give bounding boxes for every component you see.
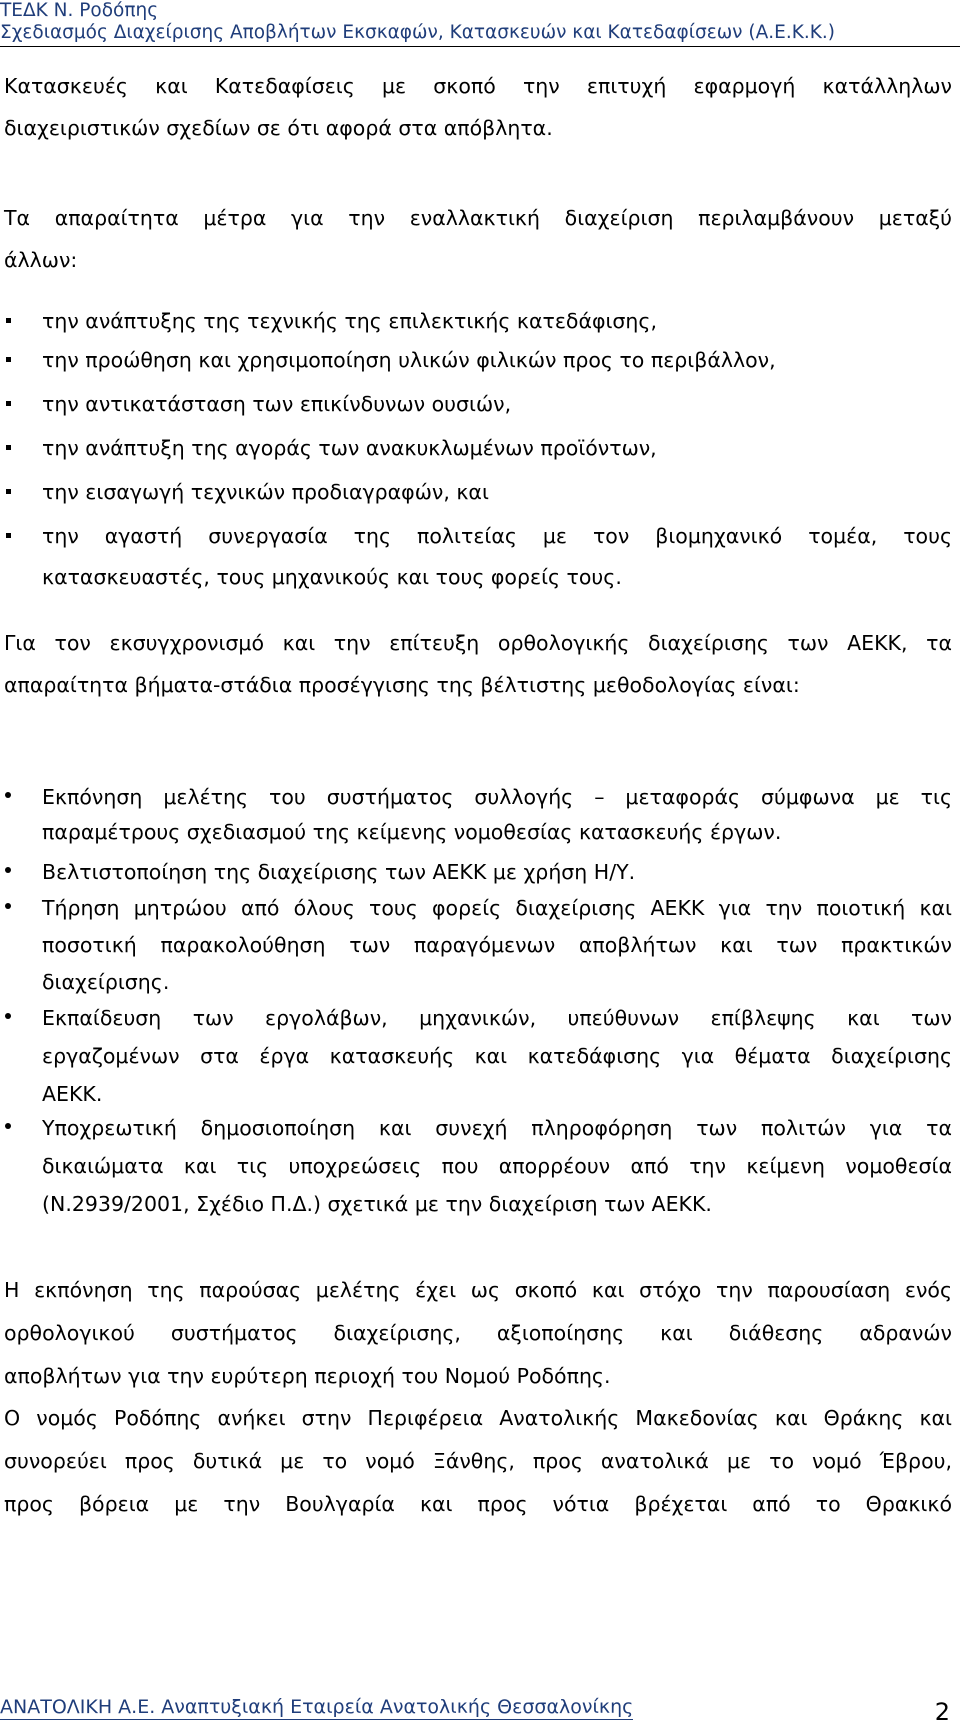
list-item-text-line1: την αγαστή συνεργασία της πολιτείας με τον βιομηχανικό τομέα, τους: [42, 524, 952, 548]
list-item-text-line1: Τήρηση μητρώου από όλους τους φορείς διαχείρισης ΑΕΚΚ για την ποιοτική και: [42, 896, 952, 920]
list-item-text-line2: εργαζομένων στα έργα κατασκευής και κατεδάφισης για θέματα διαχείρισης: [42, 1044, 952, 1068]
list-item-text: την αντικατάσταση των επικίνδυνων ουσιών,: [42, 392, 512, 416]
footer-company: ΑΝΑΤΟΛΙΚΗ Α.Ε. Αναπτυξιακή Εταιρεία Ανατολικής Θεσσαλονίκης: [0, 1696, 634, 1718]
square-bullet-icon: [6, 318, 11, 323]
para4-line1: Η εκπόνηση της παρούσας μελέτης έχει ως σκοπό και στόχο την παρουσίαση ενός: [4, 1278, 952, 1302]
list-item-text: την εισαγωγή τεχνικών προδιαγραφών, και: [42, 480, 489, 504]
list-item-text-line2: ποσοτική παρακολούθηση των παραγόμενων αποβλήτων και των πρακτικών: [42, 933, 952, 957]
list-item-text-line1: Βελτιστοποίηση της διαχείρισης των ΑΕΚΚ με χρήση Η/Υ.: [42, 860, 636, 884]
list-item-text-line2: κατασκευαστές, τους μηχανικούς και τους φορείς τους.: [42, 565, 622, 589]
para3-line2: απαραίτητα βήματα-στάδια προσέγγισης της βέλτιστης μεθοδολογίας είναι:: [4, 673, 800, 697]
square-bullet-icon: [6, 489, 11, 494]
para2-line1: Τα απαραίτητα μέτρα για την εναλλακτική διαχείριση περιλαμβάνουν μεταξύ: [4, 206, 952, 230]
list-item-text-line1: Υποχρεωτική δημοσιοποίηση και συνεχή πληροφόρηση των πολιτών για τα: [42, 1116, 952, 1140]
list-item-text-line3: ΑΕΚΚ.: [42, 1082, 103, 1106]
page-footer: [0, 1690, 960, 1727]
round-bullet-icon: [5, 792, 11, 798]
round-bullet-icon: [5, 1013, 11, 1019]
para3-line1: Για τον εκσυγχρονισμό και την επίτευξη ορθολογικής διαχείρισης των ΑΕΚΚ, τα: [4, 631, 952, 655]
list-item-text-line2: παραμέτρους σχεδιασμού της κείμενης νομοθεσίας κατασκευής έργων.: [42, 820, 782, 844]
list-item-text: την ανάπτυξης της τεχνικής της επιλεκτικής κατεδάφισης,: [42, 309, 657, 333]
list-item-text-line3: διαχείρισης.: [42, 970, 170, 994]
square-bullet-icon: [6, 533, 11, 538]
para4-line3: αποβλήτων για την ευρύτερη περιοχή του Νομού Ροδόπης.: [4, 1364, 611, 1388]
round-bullet-icon: [5, 1123, 11, 1129]
para5-line3: προς βόρεια με την Βουλγαρία και προς νότια βρέχεται από το Θρακικό: [4, 1492, 952, 1516]
page-header: [0, 0, 960, 47]
list-item-text: την προώθηση και χρησιμοποίηση υλικών φιλικών προς το περιβάλλον,: [42, 348, 776, 372]
square-bullet-icon: [6, 401, 11, 406]
para1-line1: Κατασκευές και Κατεδαφίσεις με σκοπό την επιτυχή εφαρμογή κατάλληλων: [4, 74, 952, 98]
square-bullet-icon: [6, 445, 11, 450]
list-item-text-line3: (Ν.2939/2001, Σχέδιο Π.Δ.) σχετικά με την διαχείριση των ΑΕΚΚ.: [42, 1192, 712, 1216]
para1-line2: διαχειριστικών σχεδίων σε ότι αφορά στα απόβλητα.: [4, 116, 553, 140]
round-bullet-icon: [5, 867, 11, 873]
list-item-text: την ανάπτυξη της αγοράς των ανακυκλωμένων προϊόντων,: [42, 436, 657, 460]
square-bullet-icon: [6, 357, 11, 362]
para5-line1: Ο νομός Ροδόπης ανήκει στην Περιφέρεια Ανατολικής Μακεδονίας και Θράκης και: [4, 1406, 952, 1430]
list-item-text-line1: Εκπόνηση μελέτης του συστήματος συλλογής – μεταφοράς σύμφωνα με τις: [42, 785, 952, 809]
page-number: 2: [934, 1698, 950, 1726]
header-document-title: Σχεδιασμός Διαχείρισης Αποβλήτων Εκσκαφών, Κατασκευών και Κατεδαφίσεων (Α.Ε.Κ.Κ.): [0, 22, 835, 43]
header-organization: ΤΕΔΚ Ν. Ροδόπης: [0, 0, 159, 21]
list-item-text-line1: Εκπαίδευση των εργολάβων, μηχανικών, υπεύθυνων επίβλεψης και των: [42, 1006, 952, 1030]
para4-line2: ορθολογικού συστήματος διαχείρισης, αξιοποίησης και διάθεσης αδρανών: [4, 1321, 952, 1345]
round-bullet-icon: [5, 903, 11, 909]
list-item-text-line2: δικαιώματα και τις υποχρεώσεις που απορρέουν από την κείμενη νομοθεσία: [42, 1154, 952, 1178]
para5-line2: συνορεύει προς δυτικά με το νομό Ξάνθης, προς ανατολικά με το νομό Έβρου,: [4, 1449, 952, 1473]
para2-line2: άλλων:: [4, 248, 78, 272]
